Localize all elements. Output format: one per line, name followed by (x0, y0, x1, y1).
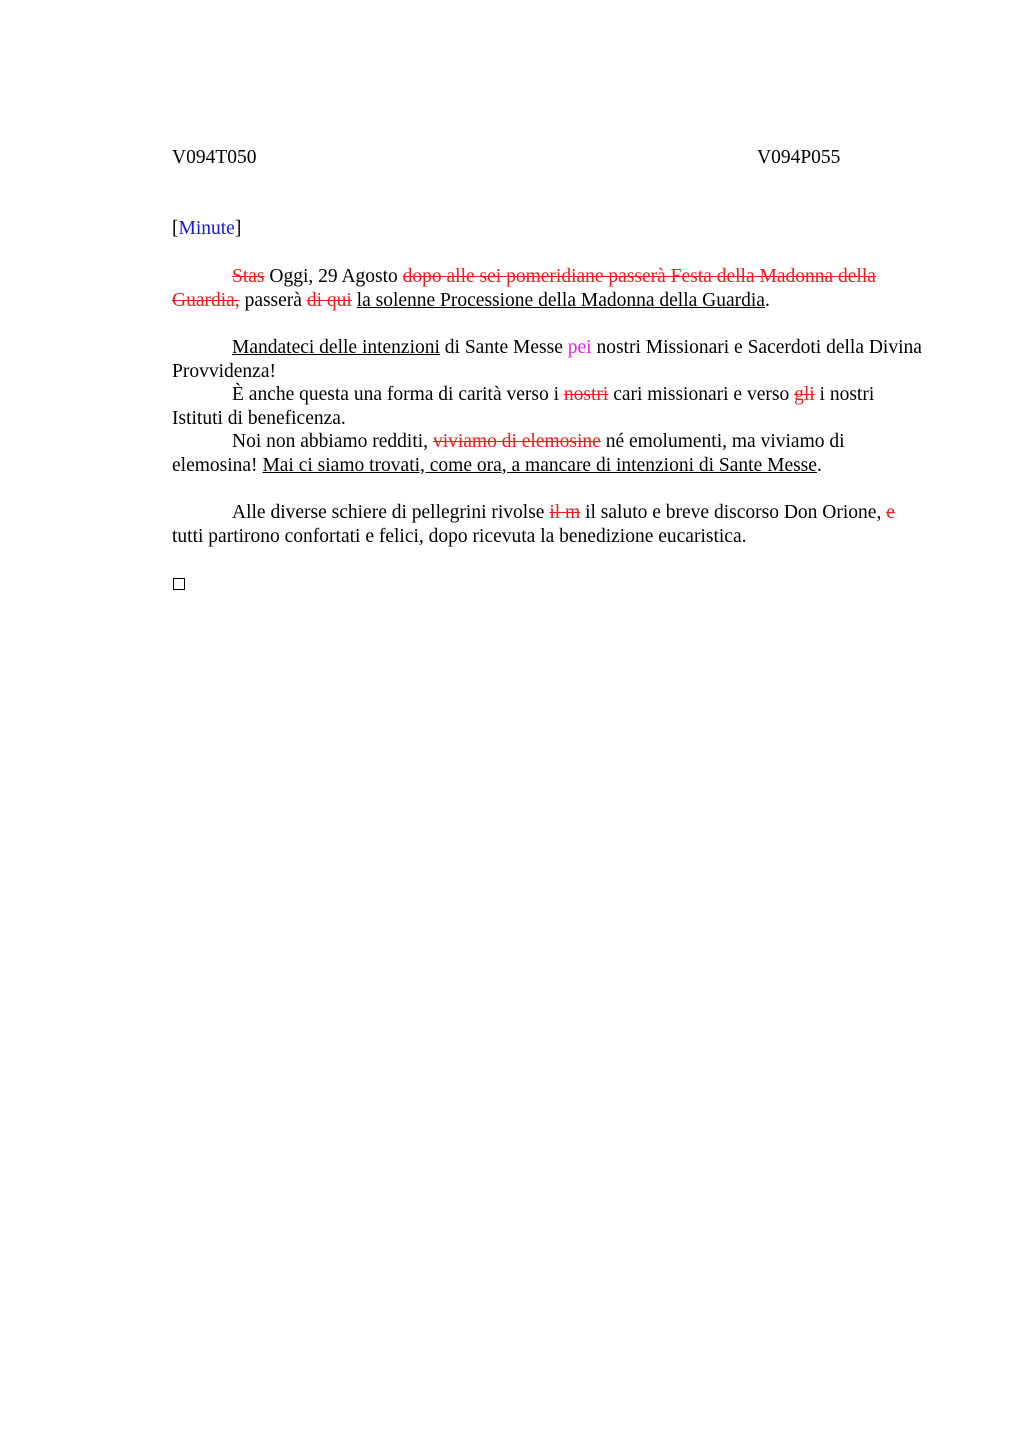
text-run: . (816, 454, 822, 476)
document-code-right: V094P055 (757, 147, 841, 168)
text-run: il saluto e breve discorso Don Orione, (580, 502, 887, 523)
underlined-text: la solenne Processione della Madonna della Guardia (356, 289, 765, 311)
paragraph-income (172, 430, 924, 477)
deleted-text: nostri (563, 384, 609, 405)
text-run: di Sante Messe (439, 337, 568, 358)
deleted-text: gli (794, 384, 815, 405)
deleted-text: dopo alle sei pomeridiane passerà Festa della Madonna della Guardia, (172, 266, 876, 311)
document-code-left: V094T050 (172, 147, 257, 168)
text-run: nostri Missionari e Sacerdoti della Divina Provvidenza! (172, 337, 922, 382)
bracket-open: [ (172, 218, 179, 239)
inserted-text: pei (567, 337, 592, 358)
paragraph-charity (172, 383, 924, 430)
underlined-text: Mandateci delle intenzioni (232, 337, 440, 358)
text-run: cari missionari e verso (608, 384, 795, 405)
deleted-text: viviamo di elemosine (432, 431, 601, 452)
text-run: Oggi, 29 Agosto (264, 266, 403, 287)
square-outline-icon (173, 578, 185, 590)
text-run: Alle diverse schiere di pellegrini rivolse (232, 502, 550, 523)
text-run: né emolumenti, ma viviamo di elemosina! (172, 431, 845, 476)
bracket-close: ] (234, 218, 242, 239)
text-run: Noi non abbiamo redditi, (232, 431, 433, 452)
text-run: i nostri Istituti di beneficenza. (172, 384, 875, 429)
text-run: passerà (239, 289, 307, 311)
text-run: tutti partirono confortati e felici, dopo ricevuta la benedizione eucaristica. (172, 525, 747, 547)
underlined-text: Mai ci siamo trovati, come ora, a mancare di intenzioni di Sante Messe (262, 454, 817, 476)
paragraph-procession (172, 265, 924, 312)
text-run: . (764, 289, 770, 311)
deleted-text: Stas (232, 266, 265, 287)
paragraph-mass-intentions (172, 336, 924, 383)
text-run: È anche questa una forma di carità verso i (232, 384, 564, 405)
deleted-text: di qui (306, 289, 352, 311)
deleted-text: e (886, 502, 895, 523)
deleted-text: il m (549, 502, 581, 523)
section-label (172, 217, 241, 241)
paragraph-pilgrims (172, 501, 924, 548)
section-label-text: Minute (178, 218, 235, 239)
